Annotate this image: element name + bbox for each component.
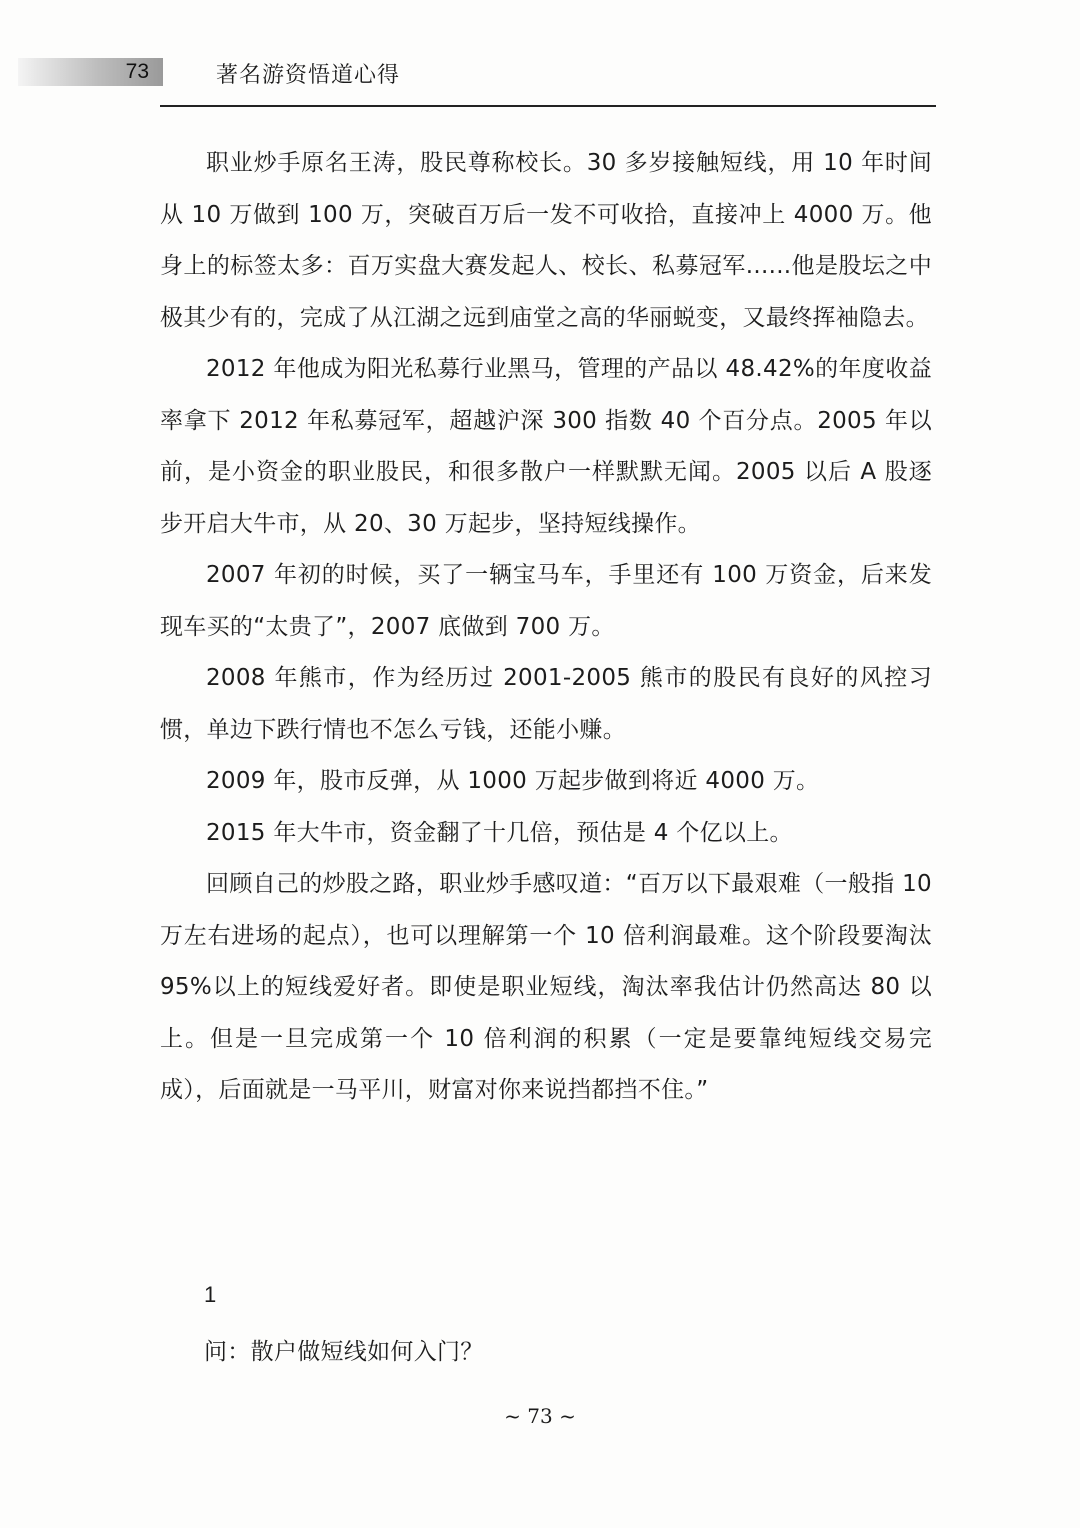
footer-page-number: ~ 73 ~ xyxy=(504,1404,576,1428)
paragraph: 2015 年大牛市，资金翻了十几倍，预估是 4 个亿以上。 xyxy=(206,819,793,846)
paragraph: 职业炒手原名王涛，股民尊称校长。30 多岁接触短线，用 10 年时间从 10 万做到 100 万，突破百万后一发不可收拾，直接冲上 4000 万。他身上的标签太多：百万实盘大赛发起人、校长、私募冠军......他是股坛之中极其少有的，完成了从江湖之远到庙堂之高的华丽蜕变，又最终挥袖隐去。 xyxy=(160,150,932,331)
header-divider xyxy=(160,105,936,107)
page-number-tab xyxy=(18,58,163,86)
paragraph: 2009 年，股市反弹，从 1000 万起步做到将近 4000 万。 xyxy=(206,768,820,794)
paragraph: 2008 年熊市，作为经历过 2001-2005 熊市的股民有良好的风控习惯，单边下跌行情也不怎么亏钱，还能小赚。 xyxy=(160,665,932,743)
question-heading: 问：散户做短线如何入门？ xyxy=(204,1339,484,1365)
section-number: 1 xyxy=(204,1282,217,1307)
paragraph: 回顾自己的炒股之路，职业炒手感叹道：“百万以下最艰难（一般指 10 万左右进场的起点），也可以理解第一个 10 倍利润最难。这个阶段要淘汰 95%以上的短线爱好者。即使是职业短线，淘汰率我估计仍然高达 80 以上。但是一旦完成第一个 10 倍利润的积累（一定是要靠纯短线交易完成），后面就是一马平川，财富对你来说挡都挡不住。” xyxy=(160,871,932,1103)
body-text xyxy=(160,138,932,1117)
running-header-title: 著名游资悟道心得 xyxy=(216,63,401,88)
paragraph: 2007 年初的时候，买了一辆宝马车，手里还有 100 万资金，后来发现车买的“太贵了”，2007 底做到 700 万。 xyxy=(160,562,932,640)
header-page-number: 73 xyxy=(125,60,149,83)
paragraph: 2012 年他成为阳光私募行业黑马，管理的产品以 48.42%的年度收益率拿下 2012 年私募冠军，超越沪深 300 指数 40 个百分点。2005 年以前，是小资金的职业股民，和很多散户一样默默无闻。2005 以后 A 股逐步开启大牛市，从 20、30 万起步，坚持短线操作。 xyxy=(160,356,932,537)
